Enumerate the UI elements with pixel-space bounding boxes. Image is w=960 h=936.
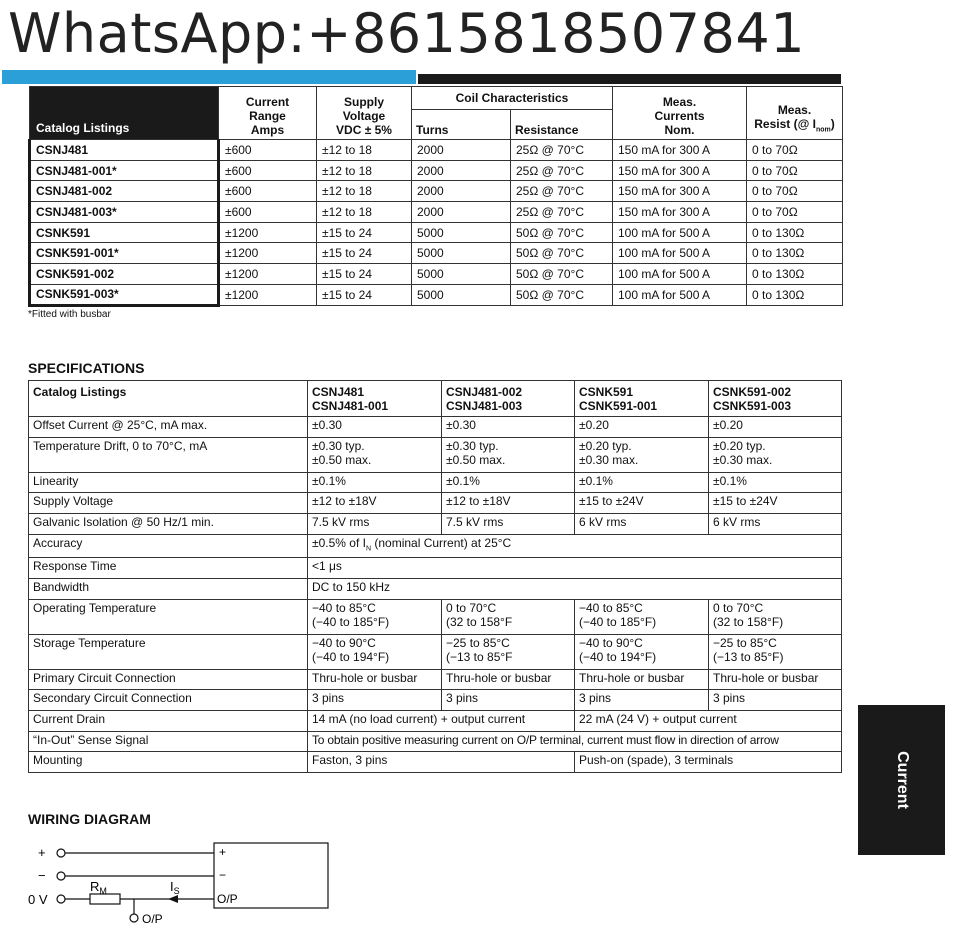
spec-label: Offset Current @ 25°C, mA max. (29, 417, 308, 438)
spec-value: ±0.1% (308, 472, 442, 493)
spec-value: <1 μs (308, 558, 842, 579)
resistance-cell: 50Ω @ 70°C (511, 284, 613, 305)
spec-value: 7.5 kV rms (308, 514, 442, 535)
catalog-name: CSNK591-001* (30, 243, 219, 264)
range-cell: ±1200 (219, 284, 317, 305)
spec-value: DC to 150 kHz (308, 578, 842, 599)
box-plus-label: + (219, 845, 227, 859)
turns-cell: 5000 (412, 243, 511, 264)
turns-cell: 5000 (412, 284, 511, 305)
spec-header-col: CSNK591-002 CSNK591-003 (709, 381, 842, 417)
current-side-tab: Current (858, 705, 945, 855)
black-header-bar (418, 74, 841, 84)
resist-cell: 0 to 70Ω (747, 181, 843, 202)
currents-cell: 150 mA for 300 A (613, 160, 747, 181)
blue-accent-bar (2, 70, 416, 84)
currents-cell: 100 mA for 500 A (613, 284, 747, 305)
zero-volt-terminal (57, 895, 65, 903)
spec-value: Thru-hole or busbar (575, 669, 709, 690)
spec-value: ±0.30 typ. ±0.50 max. (442, 437, 575, 472)
range-cell: ±600 (219, 140, 317, 161)
turns-cell: 5000 (412, 264, 511, 285)
table-row (29, 534, 842, 557)
spec-value: ±12 to ±18V (308, 493, 442, 514)
spec-label: Storage Temperature (29, 634, 308, 669)
spec-value: 3 pins (575, 690, 709, 711)
table-row (29, 710, 842, 731)
table-row (30, 202, 843, 223)
table-row (30, 160, 843, 181)
table-row (29, 493, 842, 514)
spec-value: To obtain positive measuring current on O/P terminal, current must flow in direction of arrow (308, 731, 842, 752)
spec-label: Operating Temperature (29, 599, 308, 634)
box-minus-label: − (219, 868, 227, 882)
current-range-header: Current Range Amps (219, 87, 317, 140)
table-row (29, 514, 842, 535)
specifications-title: SPECIFICATIONS (28, 360, 145, 376)
spec-value: ±15 to ±24V (575, 493, 709, 514)
resist-cell: 0 to 70Ω (747, 140, 843, 161)
spec-value: ±0.20 (709, 417, 842, 438)
spec-value: Thru-hole or busbar (442, 669, 575, 690)
spec-value: 14 mA (no load current) + output current (308, 710, 575, 731)
specifications-table (28, 380, 842, 773)
range-cell: ±600 (219, 160, 317, 181)
spec-label: Supply Voltage (29, 493, 308, 514)
turns-cell: 5000 (412, 222, 511, 243)
spec-value: ±0.30 (308, 417, 442, 438)
table-row (29, 558, 842, 579)
plus-label: + (38, 845, 46, 860)
resistance-cell: 25Ω @ 70°C (511, 202, 613, 223)
table-row (30, 243, 843, 264)
voltage-cell: ±12 to 18 (317, 181, 412, 202)
spec-value: −40 to 85°C (−40 to 185°F) (575, 599, 709, 634)
table-row (29, 634, 842, 669)
turns-header: Turns (412, 110, 511, 140)
spec-value: −40 to 90°C (−40 to 194°F) (575, 634, 709, 669)
is-label: $I_S$ (170, 879, 180, 896)
spec-header-col: CSNK591 CSNK591-001 (575, 381, 709, 417)
spec-header-label: Catalog Listings (29, 381, 308, 417)
spec-value: ±0.1% (442, 472, 575, 493)
table-row (29, 472, 842, 493)
table-row (30, 140, 843, 161)
table-row (30, 264, 843, 285)
currents-cell: 100 mA for 500 A (613, 243, 747, 264)
resistance-cell: 25Ω @ 70°C (511, 181, 613, 202)
spec-value: ±0.1% (709, 472, 842, 493)
spec-value: 6 kV rms (575, 514, 709, 535)
catalog-header: Catalog Listings (30, 87, 219, 140)
resistance-header: Resistance (511, 110, 613, 140)
table-row (30, 181, 843, 202)
table-row (29, 599, 842, 634)
catalog-name: CSNJ481-001* (30, 160, 219, 181)
minus-terminal (57, 872, 65, 880)
spec-value: ±0.5% of $I_N$ (nominal Current) at 25°C (308, 534, 842, 557)
spec-value: Faston, 3 pins (308, 752, 575, 773)
range-cell: ±1200 (219, 243, 317, 264)
op-terminal (130, 914, 138, 922)
range-cell: ±600 (219, 181, 317, 202)
spec-header-col: CSNJ481-002 CSNJ481-003 (442, 381, 575, 417)
resist-cell: 0 to 70Ω (747, 160, 843, 181)
resistance-cell: 25Ω @ 70°C (511, 160, 613, 181)
coil-characteristics-header: Coil Characteristics (412, 87, 613, 110)
spec-value: 3 pins (709, 690, 842, 711)
currents-cell: 150 mA for 300 A (613, 202, 747, 223)
resistance-cell: 25Ω @ 70°C (511, 140, 613, 161)
turns-cell: 2000 (412, 202, 511, 223)
table-row (29, 731, 842, 752)
spec-value: 3 pins (442, 690, 575, 711)
voltage-cell: ±12 to 18 (317, 140, 412, 161)
resist-cell: 0 to 130Ω (747, 264, 843, 285)
whatsapp-watermark: WhatsApp:+8615818507841 (8, 2, 806, 65)
table-row (29, 578, 842, 599)
busbar-footnote: *Fitted with busbar (28, 309, 111, 320)
spec-value: −40 to 90°C (−40 to 194°F) (308, 634, 442, 669)
range-cell: ±1200 (219, 264, 317, 285)
turns-cell: 2000 (412, 181, 511, 202)
wiring-diagram-title: WIRING DIAGRAM (28, 811, 151, 827)
voltage-cell: ±15 to 24 (317, 222, 412, 243)
minus-label: − (38, 868, 46, 883)
turns-cell: 2000 (412, 160, 511, 181)
currents-cell: 100 mA for 500 A (613, 222, 747, 243)
resist-cell: 0 to 130Ω (747, 243, 843, 264)
rm-label: $R_M$ (90, 879, 107, 896)
voltage-cell: ±12 to 18 (317, 160, 412, 181)
spec-value: Push-on (spade), 3 terminals (575, 752, 842, 773)
table-row (29, 690, 842, 711)
catalog-name: CSNJ481 (30, 140, 219, 161)
resistance-cell: 50Ω @ 70°C (511, 222, 613, 243)
spec-value: ±0.20 typ. ±0.30 max. (709, 437, 842, 472)
voltage-cell: ±12 to 18 (317, 202, 412, 223)
table-row (29, 437, 842, 472)
spec-value: 22 mA (24 V) + output current (575, 710, 842, 731)
meas-currents-header: Meas. Currents Nom. (613, 87, 747, 140)
plus-terminal (57, 849, 65, 857)
voltage-cell: ±15 to 24 (317, 264, 412, 285)
box-op-label: O/P (217, 892, 238, 906)
spec-label: Temperature Drift, 0 to 70°C, mA (29, 437, 308, 472)
spec-value: 6 kV rms (709, 514, 842, 535)
turns-cell: 2000 (412, 140, 511, 161)
spec-value: −40 to 85°C (−40 to 185°F) (308, 599, 442, 634)
spec-label: Primary Circuit Connection (29, 669, 308, 690)
spec-header-col: CSNJ481 CSNJ481-001 (308, 381, 442, 417)
spec-label: Bandwidth (29, 578, 308, 599)
spec-value: Thru-hole or busbar (709, 669, 842, 690)
currents-cell: 150 mA for 300 A (613, 181, 747, 202)
catalog-table (28, 86, 843, 307)
resist-cell: 0 to 130Ω (747, 222, 843, 243)
spec-label: Response Time (29, 558, 308, 579)
spec-label: Current Drain (29, 710, 308, 731)
table-row (29, 417, 842, 438)
spec-value: ±0.1% (575, 472, 709, 493)
table-row (30, 222, 843, 243)
voltage-cell: ±15 to 24 (317, 243, 412, 264)
resist-cell: 0 to 130Ω (747, 284, 843, 305)
resist-cell: 0 to 70Ω (747, 202, 843, 223)
wiring-diagram (28, 836, 338, 934)
current-arrow-icon (168, 895, 178, 903)
op-label: O/P (142, 912, 163, 926)
catalog-name: CSNK591-002 (30, 264, 219, 285)
currents-cell: 150 mA for 300 A (613, 140, 747, 161)
range-cell: ±1200 (219, 222, 317, 243)
spec-label: Secondary Circuit Connection (29, 690, 308, 711)
zero-volt-label: 0 V (28, 892, 48, 907)
currents-cell: 100 mA for 500 A (613, 264, 747, 285)
resistance-cell: 50Ω @ 70°C (511, 243, 613, 264)
catalog-name: CSNK591 (30, 222, 219, 243)
spec-header-row (29, 381, 842, 417)
table-row (30, 284, 843, 305)
spec-value: −25 to 85°C (−13 to 85°F (442, 634, 575, 669)
spec-value: ±0.30 typ. ±0.50 max. (308, 437, 442, 472)
meas-resist-header: Meas. Resist (@ $I_{nom}$) (747, 87, 843, 140)
table-row (29, 669, 842, 690)
range-cell: ±600 (219, 202, 317, 223)
spec-value: 7.5 kV rms (442, 514, 575, 535)
spec-value: 0 to 70°C (32 to 158°F (442, 599, 575, 634)
spec-value: Thru-hole or busbar (308, 669, 442, 690)
voltage-cell: ±15 to 24 (317, 284, 412, 305)
spec-value: ±12 to ±18V (442, 493, 575, 514)
spec-label: Accuracy (29, 534, 308, 557)
spec-label: “In-Out” Sense Signal (29, 731, 308, 752)
resistance-cell: 50Ω @ 70°C (511, 264, 613, 285)
spec-label: Linearity (29, 472, 308, 493)
spec-label: Mounting (29, 752, 308, 773)
spec-value: 3 pins (308, 690, 442, 711)
catalog-name: CSNJ481-003* (30, 202, 219, 223)
spec-value: 0 to 70°C (32 to 158°F) (709, 599, 842, 634)
spec-value: −25 to 85°C (−13 to 85°F) (709, 634, 842, 669)
catalog-name: CSNK591-003* (30, 284, 219, 305)
supply-voltage-header: Supply Voltage VDC ± 5% (317, 87, 412, 140)
catalog-name: CSNJ481-002 (30, 181, 219, 202)
spec-value: ±15 to ±24V (709, 493, 842, 514)
spec-value: ±0.20 typ. ±0.30 max. (575, 437, 709, 472)
spec-value: ±0.20 (575, 417, 709, 438)
spec-label: Galvanic Isolation @ 50 Hz/1 min. (29, 514, 308, 535)
spec-value: ±0.30 (442, 417, 575, 438)
table-row (29, 752, 842, 773)
